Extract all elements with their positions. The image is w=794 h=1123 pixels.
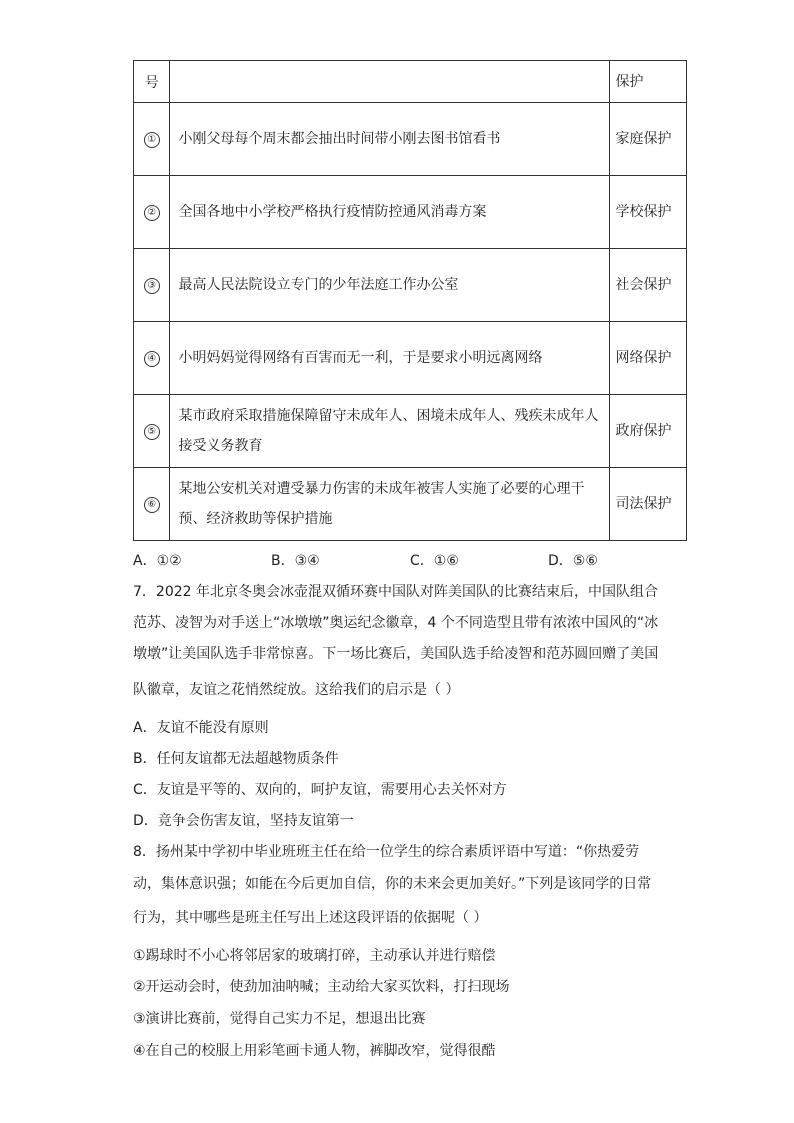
q7-line: 范苏、凌智为对手送上“冰墩墩”奥运纪念徽章，4 个不同造型且带有浓浓中国风的“冰 (133, 615, 659, 631)
header-desc (170, 61, 609, 103)
row-category: 学校保护 (609, 176, 686, 249)
q7-line: 7．2022 年北京冬奥会冰壶混双循环赛中国队对阵美国队的比赛结束后，中国队组合 (133, 584, 658, 600)
row-number: ① (144, 132, 160, 148)
table-row (134, 103, 687, 176)
q7-option-c[interactable]: C．友谊是平等的、双向的，呵护友谊，需要用心去关怀对方 (133, 782, 507, 798)
q6-option-b[interactable]: B．③④ (271, 553, 320, 569)
q6-option-c[interactable]: C．①⑥ (410, 553, 459, 569)
q8-line: 8．扬州某中学初中毕业班班主任在给一位学生的综合素质评语中写道：“你热爱劳 (133, 844, 640, 860)
q8-line: 行为，其中哪些是班主任写出上述这段评语的依据呢（ ） (133, 910, 488, 926)
row-text: 小明妈妈觉得网络有百害而无一利，于是要求小明远离网络 (170, 322, 609, 395)
row-category: 家庭保护 (609, 103, 686, 176)
q8-item: ①踢球时不小心将邻居家的玻璃打碎，主动承认并进行赔偿 (133, 948, 496, 964)
row-category: 司法保护 (609, 468, 686, 541)
header-num: 号 (134, 61, 170, 103)
q8-line: 动，集体意识强；如能在今后更加自信，你的未来会更加美好。”下列是该同学的日常 (133, 876, 652, 892)
table-row (134, 395, 687, 468)
row-category: 政府保护 (609, 395, 686, 468)
table-header-row (134, 61, 687, 103)
table-row (134, 176, 687, 249)
row-number: ④ (144, 351, 160, 367)
q8-item: ②开运动会时，使劲加油呐喊；主动给大家买饮料，打扫现场 (133, 979, 510, 995)
q7-option-d[interactable]: D．竞争会伤害友谊，坚持友谊第一 (133, 813, 354, 829)
table-row (134, 468, 687, 541)
q7-option-b[interactable]: B．任何友谊都无法超越物质条件 (133, 751, 339, 767)
row-category: 社会保护 (609, 249, 686, 322)
table-row (134, 322, 687, 395)
row-text: 小刚父母每个周末都会抽出时间带小刚去图书馆看书 (170, 103, 609, 176)
header-category: 保护 (609, 61, 686, 103)
row-number: ③ (144, 278, 160, 294)
q7-option-a[interactable]: A．友谊不能没有原则 (133, 720, 269, 736)
row-text: 最高人民法院设立专门的少年法庭工作办公室 (170, 249, 609, 322)
row-number: ⑤ (144, 424, 160, 440)
q6-option-d[interactable]: D．⑤⑥ (548, 553, 598, 569)
row-text: 某市政府采取措施保障留守未成年人、困境未成年人、残疾未成年人接受义务教育 (170, 395, 609, 468)
q6-option-a[interactable]: A．①② (133, 553, 182, 569)
row-text: 某地公安机关对遭受暴力伤害的未成年被害人实施了必要的心理干预、经济救助等保护措施 (170, 468, 609, 541)
row-number: ② (144, 205, 160, 221)
row-category: 网络保护 (609, 322, 686, 395)
protection-table (133, 60, 687, 541)
row-number: ⑥ (144, 497, 160, 513)
q8-item: ③演讲比赛前，觉得自己实力不足，想退出比赛 (133, 1011, 426, 1027)
q8-item: ④在自己的校服上用彩笔画卡通人物，裤脚改窄，觉得很酷 (133, 1043, 496, 1059)
row-text: 全国各地中小学校严格执行疫情防控通风消毒方案 (170, 176, 609, 249)
table-row (134, 249, 687, 322)
q7-line: 墩墩”让美国队选手非常惊喜。下一场比赛后，美国队选手给凌智和范苏圆回赠了美国 (133, 646, 659, 662)
q7-line: 队徽章，友谊之花悄然绽放。这给我们的启示是（ ） (133, 682, 460, 698)
